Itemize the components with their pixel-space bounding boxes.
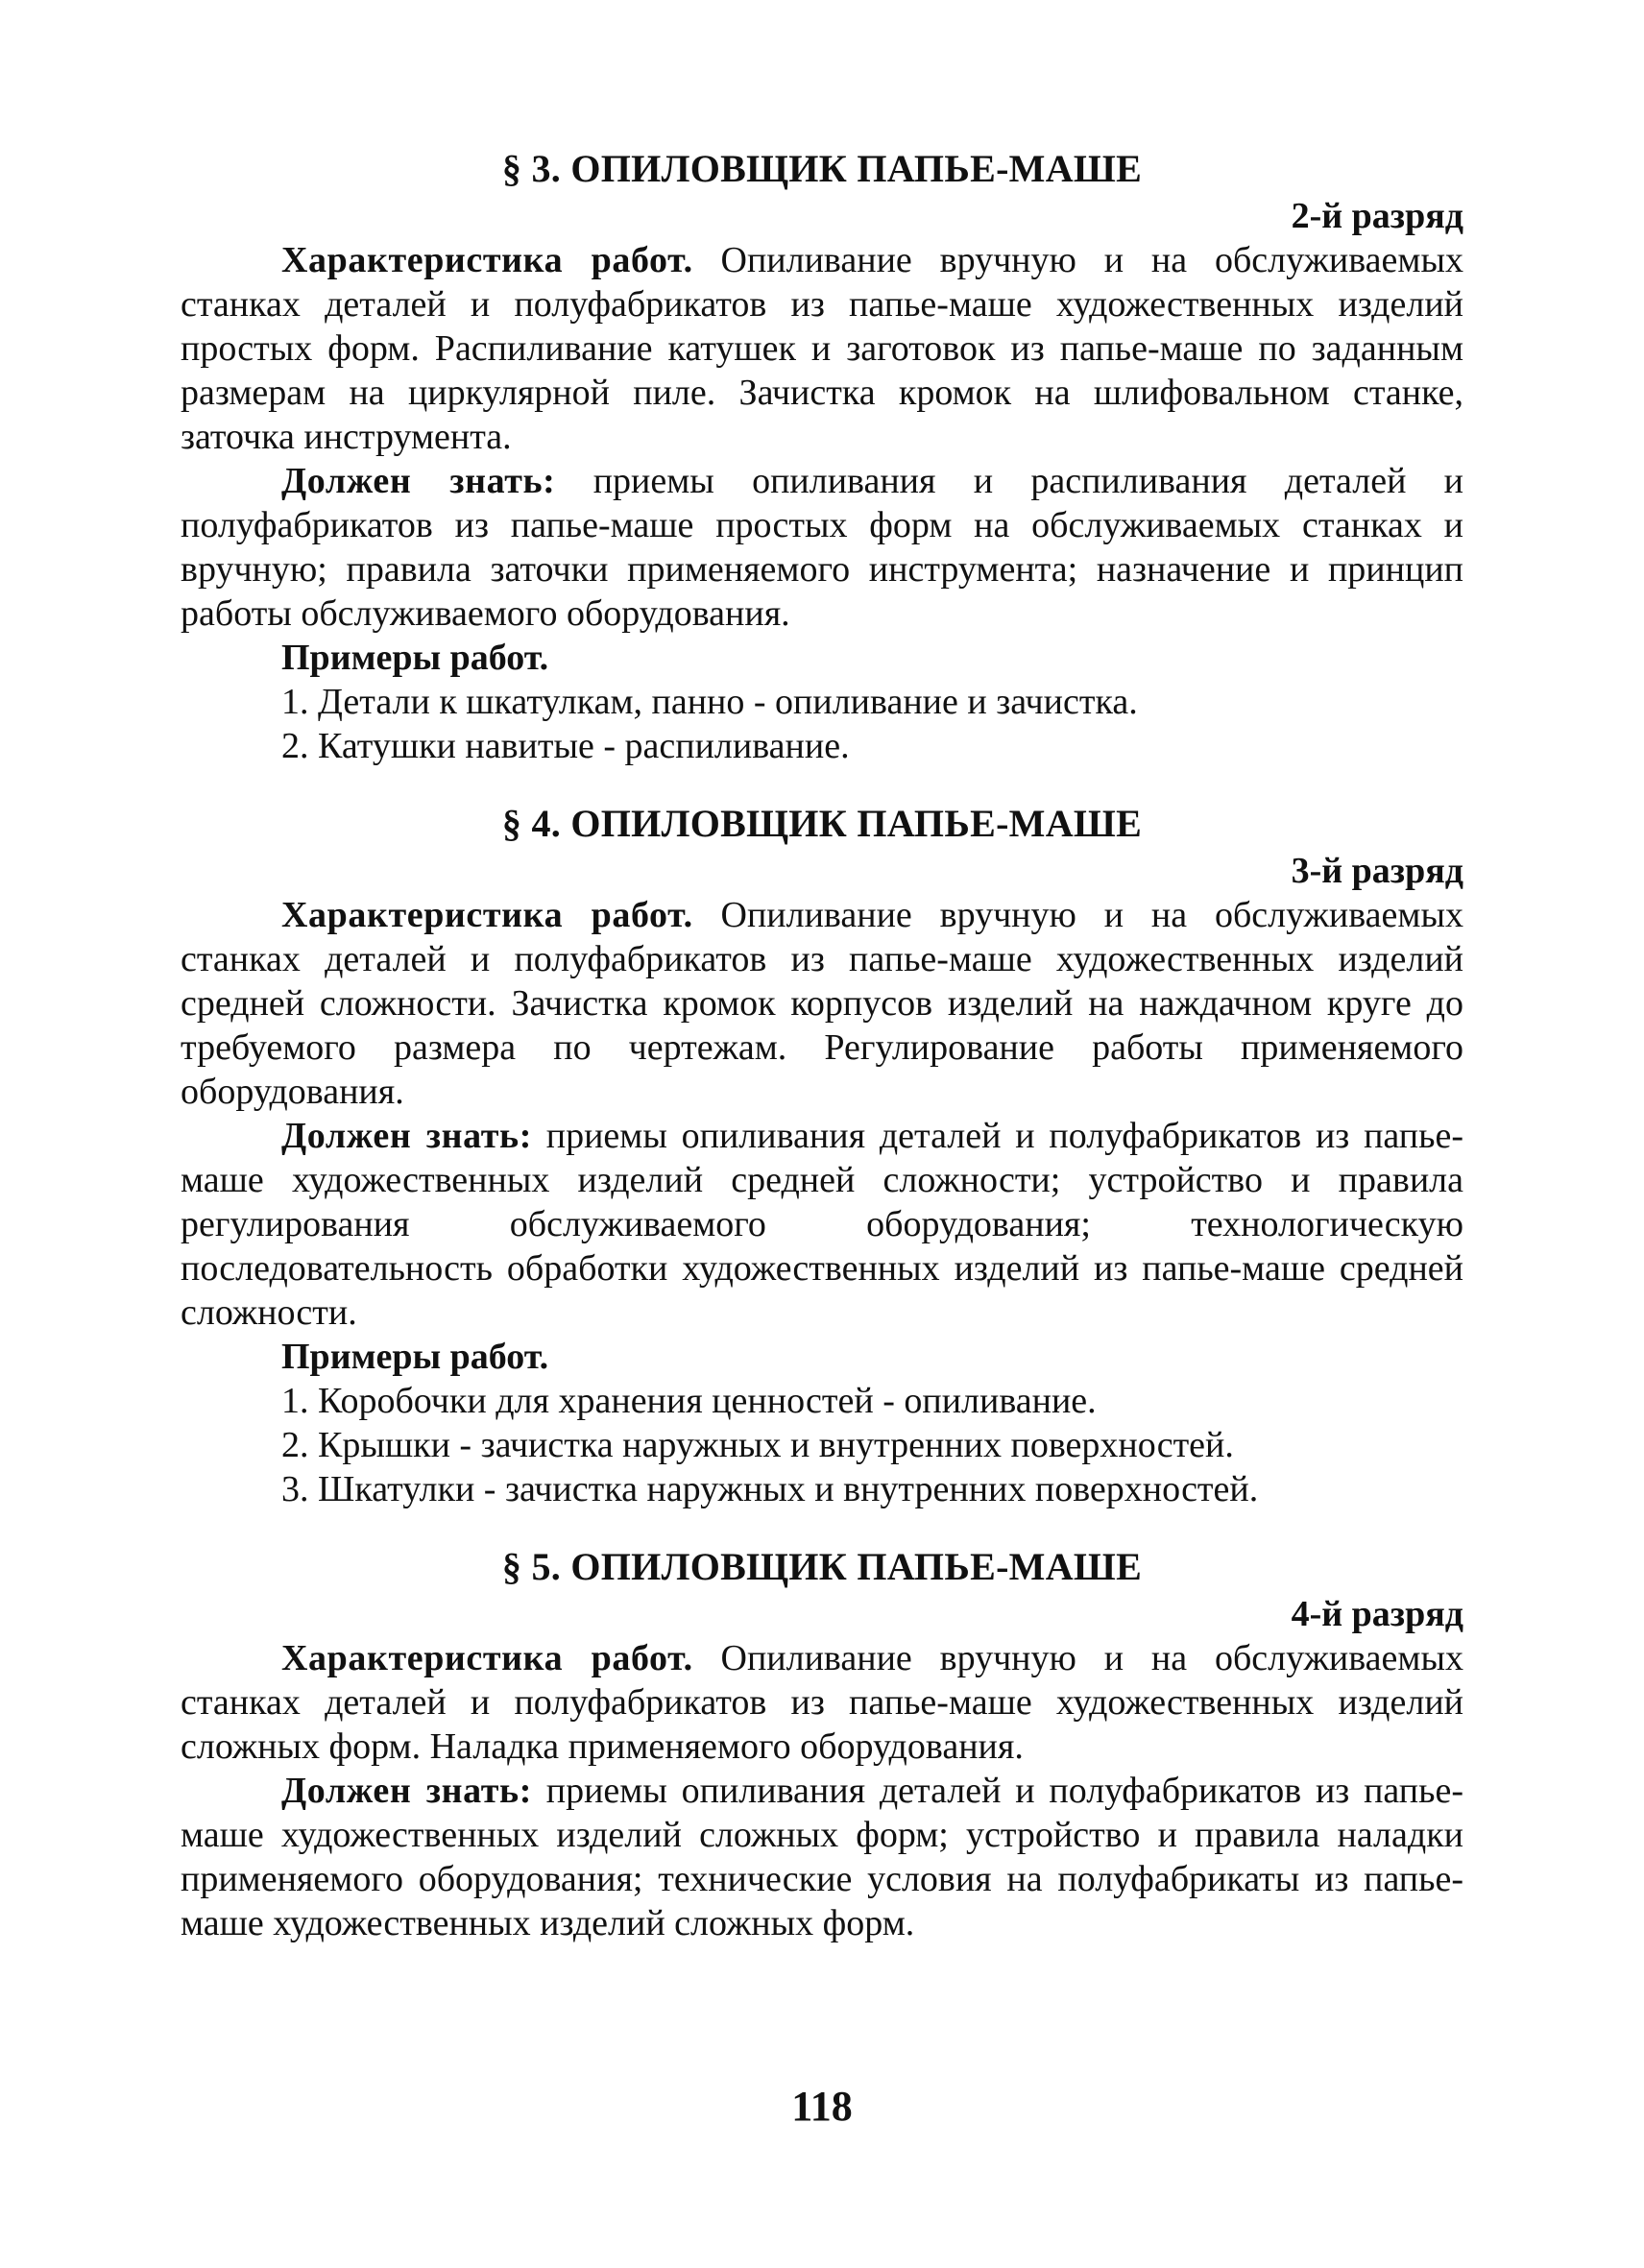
characteristic-label: Характеристика работ. — [281, 240, 693, 280]
characteristic-text: Опиливание вручную и на обслуживаемых станках деталей и полуфабрикатов из папье-маше художественных изделий средней сложности. Зачистка кромок корпусов изделий на наждачном круге до требуемого размера по чертежам. Регулирование работы применяемого оборудования. — [181, 895, 1463, 1112]
example-item: 3. Шкатулки - зачистка наружных и внутренних поверхностей. — [281, 1469, 1259, 1509]
characteristic-paragraph — [181, 238, 1463, 459]
knowledge-label: Должен знать: — [281, 1116, 532, 1156]
document-page — [181, 144, 1463, 1945]
example-item: 2. Крышки - зачистка наружных и внутренних поверхностей. — [281, 1425, 1234, 1465]
knowledge-label: Должен знать: — [281, 1771, 532, 1811]
rank-label: 3-й разряд — [1291, 851, 1463, 891]
examples-list — [181, 1379, 1463, 1511]
knowledge-text: приемы опиливания и распиливания деталей и полуфабрикатов из папье-маше простых форм на обслуживаемых станках и вручную; правила заточки применяемого инструмента; назначение и принцип работы обслуживаемого оборудования. — [181, 461, 1463, 634]
example-item: 1. Детали к шкатулкам, панно - опиливание и зачистка. — [281, 682, 1138, 722]
characteristic-text: Опиливание вручную и на обслуживаемых станках деталей и полуфабрикатов из папье-маше художественных изделий простых форм. Распиливание катушек и заготовок из папье-маше по заданным размерам на циркулярной пиле. Зачистка кромок на шлифовальном станке, заточка инструмента. — [181, 240, 1463, 457]
page-number: 118 — [791, 2083, 853, 2130]
example-item: 2. Катушки навитые - распиливание. — [281, 726, 850, 766]
characteristic-paragraph — [181, 893, 1463, 1114]
section-5 — [181, 1542, 1463, 1945]
section-title: § 4. ОПИЛОВЩИК ПАПЬЕ-МАШЕ — [501, 802, 1143, 845]
rank-label: 2-й разряд — [1291, 196, 1463, 236]
knowledge-paragraph — [181, 1114, 1463, 1335]
examples-heading: Примеры работ. — [281, 1337, 549, 1377]
characteristic-text: Опиливание вручную и на обслуживаемых станках деталей и полуфабрикатов из папье-маше художественных изделий сложных форм. Наладка применяемого оборудования. — [181, 1638, 1463, 1767]
characteristic-paragraph — [181, 1636, 1463, 1769]
section-title: § 5. ОПИЛОВЩИК ПАПЬЕ-МАШЕ — [501, 1545, 1143, 1588]
rank-label: 4-й разряд — [1291, 1594, 1463, 1634]
knowledge-paragraph — [181, 1769, 1463, 1945]
section-4 — [181, 799, 1463, 1511]
knowledge-paragraph — [181, 459, 1463, 636]
knowledge-text: приемы опиливания деталей и полуфабрикатов из папье-маше художественных изделий сложных форм; устройство и правила наладки применяемого оборудования; технические условия на полуфабрикаты из папье-маше художественных изделий сложных форм. — [181, 1771, 1463, 1943]
knowledge-text: приемы опиливания деталей и полуфабрикатов из папье-маше художественных изделий средней сложности; устройство и правила регулирования обслуживаемого оборудования; технологическую последовательность обработки художественных изделий из папье-маше средней сложности. — [181, 1116, 1463, 1333]
example-item: 1. Коробочки для хранения ценностей - опиливание. — [281, 1381, 1097, 1421]
knowledge-label: Должен знать: — [281, 461, 556, 501]
examples-list — [181, 680, 1463, 768]
examples-heading: Примеры работ. — [281, 638, 549, 678]
characteristic-label: Характеристика работ. — [281, 1638, 693, 1678]
section-title: § 3. ОПИЛОВЩИК ПАПЬЕ-МАШЕ — [501, 147, 1143, 190]
characteristic-label: Характеристика работ. — [281, 895, 693, 935]
section-3 — [181, 144, 1463, 768]
